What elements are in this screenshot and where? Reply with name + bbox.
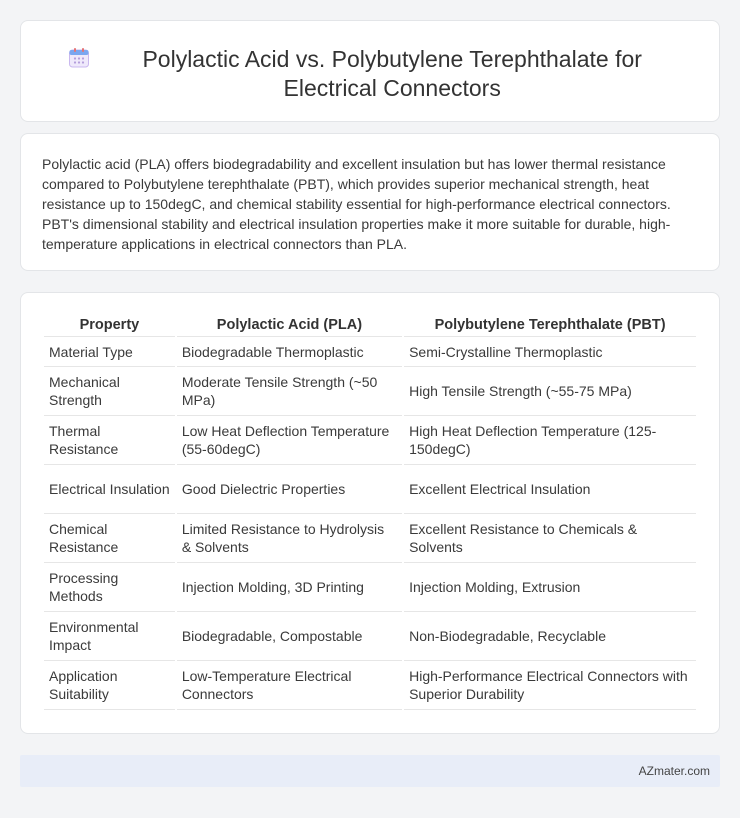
cell-pla: Good Dielectric Properties (177, 465, 402, 514)
table-row (44, 416, 696, 465)
cell-property: Processing Methods (44, 563, 175, 612)
footer-bar (20, 755, 720, 787)
cell-property: Material Type (44, 337, 175, 367)
table-row (44, 514, 696, 563)
cell-pla: Moderate Tensile Strength (~50 MPa) (177, 367, 402, 416)
table-row (44, 661, 696, 710)
cell-pla: Injection Molding, 3D Printing (177, 563, 402, 612)
cell-property: Application Suitability (44, 661, 175, 710)
cell-property: Mechanical Strength (44, 367, 175, 416)
comparison-table (42, 315, 698, 710)
cell-pla: Low Heat Deflection Temperature (55-60degC) (177, 416, 402, 465)
table-row (44, 337, 696, 367)
cell-pbt: Semi-Crystalline Thermoplastic (404, 337, 696, 367)
cell-pbt: Excellent Resistance to Chemicals & Solvents (404, 514, 696, 563)
cell-pbt: High-Performance Electrical Connectors with Superior Durability (404, 661, 696, 710)
footer-site-link[interactable]: AZmater.com (638, 764, 710, 778)
page-title-text: Polylactic Acid vs. Polybutylene Terephthalate for Electrical Connectors (142, 46, 642, 101)
cell-property: Chemical Resistance (44, 514, 175, 563)
summary-text: Polylactic acid (PLA) offers biodegradability and excellent insulation but has lower thermal resistance compared to Polybutylene terephthalate (PBT), which provides superior mechanical strength, heat resistance up to 150degC, and chemical stability essential for high-performance electrical connectors. PBT's dimensional stability and electrical insulation properties make it more suitable for durable, high-temperature applications in electrical connectors than PLA. (42, 156, 671, 252)
cell-pbt: Non-Biodegradable, Recyclable (404, 612, 696, 661)
cell-property: Environmental Impact (44, 612, 175, 661)
header-pbt: Polybutylene Terephthalate (PBT) (404, 315, 696, 337)
cell-pla: Biodegradable Thermoplastic (177, 337, 402, 367)
header-card (20, 20, 720, 122)
table-header-row (44, 315, 696, 337)
table-row (44, 465, 696, 514)
header-pla: Polylactic Acid (PLA) (177, 315, 402, 337)
calendar-icon (68, 47, 90, 69)
summary-card (20, 133, 720, 271)
header-property: Property (44, 315, 175, 337)
title-wrap (21, 45, 719, 103)
cell-pbt: High Tensile Strength (~55-75 MPa) (404, 367, 696, 416)
cell-property: Thermal Resistance (44, 416, 175, 465)
cell-pbt: Injection Molding, Extrusion (404, 563, 696, 612)
cell-pbt: High Heat Deflection Temperature (125-150degC) (404, 416, 696, 465)
table-row (44, 367, 696, 416)
page-title (68, 45, 672, 103)
table-row (44, 612, 696, 661)
cell-pla: Low-Temperature Electrical Connectors (177, 661, 402, 710)
cell-pla: Limited Resistance to Hydrolysis & Solvents (177, 514, 402, 563)
cell-property: Electrical Insulation (44, 465, 175, 514)
cell-pbt: Excellent Electrical Insulation (404, 465, 696, 514)
table-row (44, 563, 696, 612)
cell-pla: Biodegradable, Compostable (177, 612, 402, 661)
comparison-table-card (20, 292, 720, 734)
